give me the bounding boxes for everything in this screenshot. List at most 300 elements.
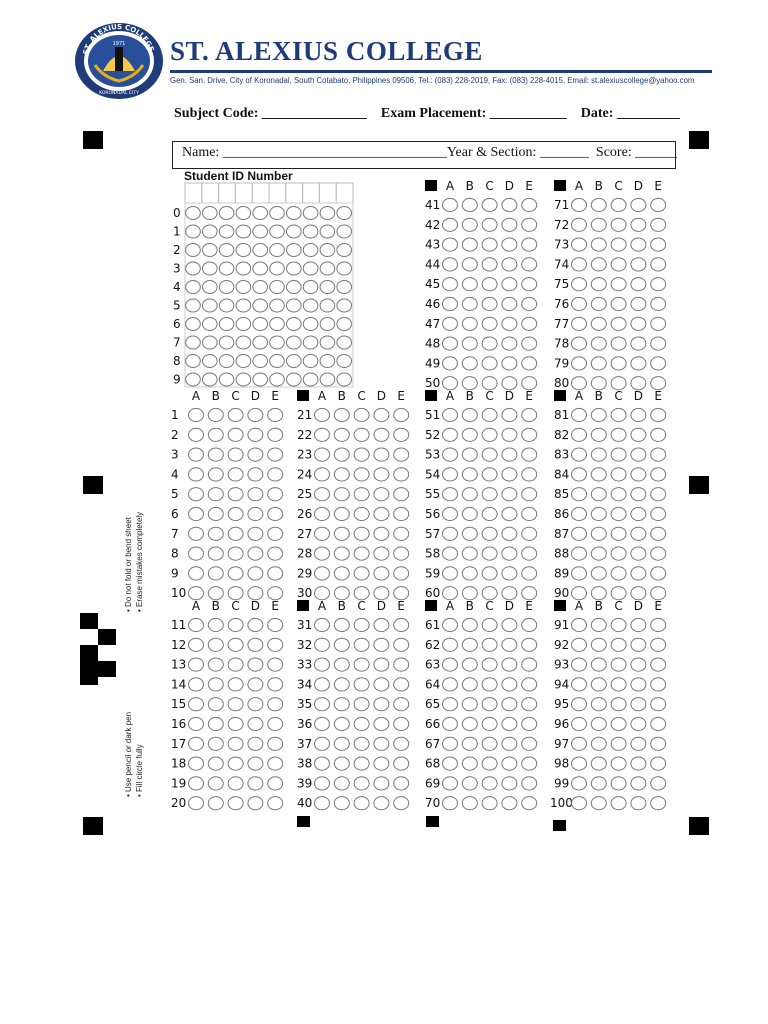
answer-bubble[interactable]	[572, 357, 587, 370]
id-write-box[interactable]	[235, 183, 252, 203]
answer-bubble[interactable]	[268, 527, 283, 540]
answer-bubble[interactable]	[208, 658, 223, 671]
answer-bubble[interactable]	[268, 408, 283, 421]
answer-bubble[interactable]	[482, 337, 497, 350]
answer-bubble[interactable]	[354, 717, 369, 730]
answer-bubble[interactable]	[651, 507, 666, 520]
answer-bubble[interactable]	[394, 488, 409, 501]
answer-bubble[interactable]	[522, 198, 537, 211]
id-bubble[interactable]	[270, 299, 285, 312]
answer-bubble[interactable]	[248, 567, 263, 580]
id-bubble[interactable]	[253, 373, 268, 386]
answer-bubble[interactable]	[651, 297, 666, 310]
answer-bubble[interactable]	[522, 377, 537, 390]
answer-bubble[interactable]	[228, 618, 243, 631]
answer-bubble[interactable]	[334, 428, 349, 441]
answer-bubble[interactable]	[334, 618, 349, 631]
answer-bubble[interactable]	[462, 737, 477, 750]
answer-bubble[interactable]	[591, 638, 606, 651]
answer-bubble[interactable]	[354, 468, 369, 481]
answer-bubble[interactable]	[443, 488, 458, 501]
answer-bubble[interactable]	[522, 698, 537, 711]
answer-bubble[interactable]	[248, 507, 263, 520]
answer-bubble[interactable]	[522, 678, 537, 691]
id-bubble[interactable]	[320, 299, 335, 312]
answer-bubble[interactable]	[651, 428, 666, 441]
answer-bubble[interactable]	[502, 618, 517, 631]
answer-bubble[interactable]	[591, 757, 606, 770]
answer-bubble[interactable]	[374, 547, 389, 560]
answer-bubble[interactable]	[248, 698, 263, 711]
answer-bubble[interactable]	[522, 357, 537, 370]
answer-bubble[interactable]	[443, 797, 458, 810]
answer-bubble[interactable]	[631, 567, 646, 580]
id-bubble[interactable]	[253, 262, 268, 275]
answer-bubble[interactable]	[502, 238, 517, 251]
answer-bubble[interactable]	[591, 258, 606, 271]
answer-bubble[interactable]	[443, 238, 458, 251]
answer-bubble[interactable]	[631, 448, 646, 461]
answer-bubble[interactable]	[462, 198, 477, 211]
answer-bubble[interactable]	[208, 757, 223, 770]
answer-bubble[interactable]	[611, 638, 626, 651]
answer-bubble[interactable]	[228, 638, 243, 651]
answer-bubble[interactable]	[572, 468, 587, 481]
answer-bubble[interactable]	[482, 238, 497, 251]
answer-bubble[interactable]	[443, 297, 458, 310]
year-section-field[interactable]: Year & Section: _______	[446, 145, 589, 160]
answer-bubble[interactable]	[651, 408, 666, 421]
answer-bubble[interactable]	[462, 278, 477, 291]
answer-bubble[interactable]	[522, 757, 537, 770]
id-bubble[interactable]	[287, 281, 302, 294]
answer-bubble[interactable]	[334, 507, 349, 520]
answer-bubble[interactable]	[268, 698, 283, 711]
answer-bubble[interactable]	[315, 567, 330, 580]
answer-bubble[interactable]	[462, 408, 477, 421]
id-bubble[interactable]	[337, 318, 352, 331]
answer-bubble[interactable]	[572, 567, 587, 580]
answer-bubble[interactable]	[462, 337, 477, 350]
answer-bubble[interactable]	[482, 547, 497, 560]
answer-bubble[interactable]	[502, 488, 517, 501]
answer-bubble[interactable]	[374, 797, 389, 810]
answer-bubble[interactable]	[611, 258, 626, 271]
answer-bubble[interactable]	[482, 797, 497, 810]
answer-bubble[interactable]	[572, 527, 587, 540]
answer-bubble[interactable]	[443, 258, 458, 271]
answer-bubble[interactable]	[502, 317, 517, 330]
answer-bubble[interactable]	[394, 468, 409, 481]
answer-bubble[interactable]	[651, 698, 666, 711]
answer-bubble[interactable]	[611, 777, 626, 790]
id-bubble[interactable]	[287, 373, 302, 386]
answer-bubble[interactable]	[208, 488, 223, 501]
answer-bubble[interactable]	[631, 658, 646, 671]
answer-bubble[interactable]	[651, 638, 666, 651]
id-bubble[interactable]	[219, 244, 234, 257]
id-bubble[interactable]	[253, 225, 268, 238]
answer-bubble[interactable]	[189, 737, 204, 750]
answer-bubble[interactable]	[591, 618, 606, 631]
answer-bubble[interactable]	[248, 797, 263, 810]
id-bubble[interactable]	[203, 225, 218, 238]
answer-bubble[interactable]	[631, 737, 646, 750]
answer-bubble[interactable]	[315, 737, 330, 750]
id-write-box[interactable]	[303, 183, 320, 203]
answer-bubble[interactable]	[631, 717, 646, 730]
answer-bubble[interactable]	[394, 567, 409, 580]
answer-bubble[interactable]	[651, 337, 666, 350]
answer-bubble[interactable]	[502, 468, 517, 481]
answer-bubble[interactable]	[572, 547, 587, 560]
answer-bubble[interactable]	[443, 448, 458, 461]
answer-bubble[interactable]	[522, 317, 537, 330]
answer-bubble[interactable]	[611, 737, 626, 750]
answer-bubble[interactable]	[228, 567, 243, 580]
answer-bubble[interactable]	[268, 678, 283, 691]
id-bubble[interactable]	[337, 336, 352, 349]
answer-bubble[interactable]	[631, 698, 646, 711]
answer-bubble[interactable]	[502, 198, 517, 211]
answer-bubble[interactable]	[394, 587, 409, 600]
answer-bubble[interactable]	[268, 757, 283, 770]
answer-bubble[interactable]	[591, 337, 606, 350]
id-bubble[interactable]	[270, 336, 285, 349]
id-bubble[interactable]	[186, 207, 201, 220]
answer-bubble[interactable]	[374, 777, 389, 790]
id-write-box[interactable]	[185, 183, 202, 203]
answer-bubble[interactable]	[631, 238, 646, 251]
id-bubble[interactable]	[219, 299, 234, 312]
answer-bubble[interactable]	[315, 618, 330, 631]
answer-bubble[interactable]	[631, 678, 646, 691]
answer-bubble[interactable]	[502, 377, 517, 390]
answer-bubble[interactable]	[611, 658, 626, 671]
answer-bubble[interactable]	[522, 797, 537, 810]
answer-bubble[interactable]	[502, 357, 517, 370]
answer-bubble[interactable]	[482, 638, 497, 651]
id-bubble[interactable]	[219, 225, 234, 238]
answer-bubble[interactable]	[268, 428, 283, 441]
answer-bubble[interactable]	[268, 777, 283, 790]
id-bubble[interactable]	[320, 355, 335, 368]
answer-bubble[interactable]	[631, 377, 646, 390]
id-bubble[interactable]	[203, 318, 218, 331]
answer-bubble[interactable]	[268, 488, 283, 501]
id-bubble[interactable]	[270, 318, 285, 331]
id-bubble[interactable]	[219, 207, 234, 220]
answer-bubble[interactable]	[354, 737, 369, 750]
answer-bubble[interactable]	[572, 618, 587, 631]
answer-bubble[interactable]	[394, 507, 409, 520]
answer-bubble[interactable]	[228, 488, 243, 501]
answer-bubble[interactable]	[354, 777, 369, 790]
answer-bubble[interactable]	[522, 587, 537, 600]
answer-bubble[interactable]	[374, 507, 389, 520]
answer-bubble[interactable]	[572, 698, 587, 711]
answer-bubble[interactable]	[189, 587, 204, 600]
id-bubble[interactable]	[320, 318, 335, 331]
answer-bubble[interactable]	[522, 547, 537, 560]
answer-bubble[interactable]	[268, 448, 283, 461]
answer-bubble[interactable]	[315, 507, 330, 520]
answer-bubble[interactable]	[268, 658, 283, 671]
answer-bubble[interactable]	[631, 408, 646, 421]
answer-bubble[interactable]	[502, 218, 517, 231]
id-bubble[interactable]	[320, 373, 335, 386]
answer-bubble[interactable]	[462, 218, 477, 231]
answer-bubble[interactable]	[443, 468, 458, 481]
answer-bubble[interactable]	[462, 488, 477, 501]
answer-bubble[interactable]	[208, 428, 223, 441]
answer-bubble[interactable]	[651, 567, 666, 580]
answer-bubble[interactable]	[334, 448, 349, 461]
answer-bubble[interactable]	[268, 797, 283, 810]
answer-bubble[interactable]	[631, 797, 646, 810]
answer-bubble[interactable]	[611, 337, 626, 350]
answer-bubble[interactable]	[482, 317, 497, 330]
answer-bubble[interactable]	[315, 777, 330, 790]
answer-bubble[interactable]	[374, 587, 389, 600]
id-bubble[interactable]	[219, 281, 234, 294]
answer-bubble[interactable]	[228, 678, 243, 691]
id-bubble[interactable]	[219, 373, 234, 386]
id-bubble[interactable]	[203, 207, 218, 220]
answer-bubble[interactable]	[611, 587, 626, 600]
id-bubble[interactable]	[236, 262, 251, 275]
id-bubble[interactable]	[270, 355, 285, 368]
answer-bubble[interactable]	[611, 547, 626, 560]
id-bubble[interactable]	[303, 299, 318, 312]
answer-bubble[interactable]	[572, 658, 587, 671]
answer-bubble[interactable]	[522, 297, 537, 310]
answer-bubble[interactable]	[208, 638, 223, 651]
answer-bubble[interactable]	[651, 278, 666, 291]
answer-bubble[interactable]	[374, 428, 389, 441]
answer-bubble[interactable]	[394, 658, 409, 671]
answer-bubble[interactable]	[611, 678, 626, 691]
id-bubble[interactable]	[270, 373, 285, 386]
id-bubble[interactable]	[303, 225, 318, 238]
answer-bubble[interactable]	[651, 377, 666, 390]
answer-bubble[interactable]	[334, 547, 349, 560]
answer-bubble[interactable]	[443, 337, 458, 350]
answer-bubble[interactable]	[189, 567, 204, 580]
answer-bubble[interactable]	[189, 547, 204, 560]
answer-bubble[interactable]	[228, 507, 243, 520]
id-bubble[interactable]	[303, 373, 318, 386]
answer-bubble[interactable]	[315, 428, 330, 441]
answer-bubble[interactable]	[208, 547, 223, 560]
id-bubble[interactable]	[320, 336, 335, 349]
id-bubble[interactable]	[236, 207, 251, 220]
id-bubble[interactable]	[236, 373, 251, 386]
answer-bubble[interactable]	[443, 377, 458, 390]
answer-bubble[interactable]	[631, 507, 646, 520]
answer-bubble[interactable]	[189, 678, 204, 691]
answer-bubble[interactable]	[572, 377, 587, 390]
answer-bubble[interactable]	[482, 757, 497, 770]
answer-bubble[interactable]	[315, 658, 330, 671]
answer-bubble[interactable]	[462, 797, 477, 810]
answer-bubble[interactable]	[354, 448, 369, 461]
name-field[interactable]: Name: ________________________________	[182, 145, 447, 160]
answer-bubble[interactable]	[572, 757, 587, 770]
answer-bubble[interactable]	[572, 258, 587, 271]
id-bubble[interactable]	[287, 225, 302, 238]
answer-bubble[interactable]	[651, 468, 666, 481]
answer-bubble[interactable]	[443, 737, 458, 750]
answer-bubble[interactable]	[228, 717, 243, 730]
answer-bubble[interactable]	[591, 278, 606, 291]
answer-bubble[interactable]	[315, 527, 330, 540]
answer-bubble[interactable]	[394, 638, 409, 651]
answer-bubble[interactable]	[334, 698, 349, 711]
answer-bubble[interactable]	[591, 377, 606, 390]
id-write-box[interactable]	[286, 183, 303, 203]
answer-bubble[interactable]	[611, 238, 626, 251]
id-bubble[interactable]	[337, 299, 352, 312]
answer-bubble[interactable]	[268, 587, 283, 600]
answer-bubble[interactable]	[374, 717, 389, 730]
answer-bubble[interactable]	[502, 698, 517, 711]
answer-bubble[interactable]	[248, 618, 263, 631]
answer-bubble[interactable]	[572, 678, 587, 691]
answer-bubble[interactable]	[482, 408, 497, 421]
answer-bubble[interactable]	[522, 468, 537, 481]
answer-bubble[interactable]	[208, 797, 223, 810]
answer-bubble[interactable]	[572, 797, 587, 810]
answer-bubble[interactable]	[208, 678, 223, 691]
answer-bubble[interactable]	[591, 198, 606, 211]
answer-bubble[interactable]	[334, 488, 349, 501]
answer-bubble[interactable]	[462, 507, 477, 520]
answer-bubble[interactable]	[591, 698, 606, 711]
id-bubble[interactable]	[203, 373, 218, 386]
answer-bubble[interactable]	[591, 587, 606, 600]
id-bubble[interactable]	[303, 281, 318, 294]
answer-bubble[interactable]	[248, 777, 263, 790]
answer-bubble[interactable]	[462, 638, 477, 651]
answer-bubble[interactable]	[315, 638, 330, 651]
answer-bubble[interactable]	[651, 797, 666, 810]
answer-bubble[interactable]	[651, 488, 666, 501]
id-bubble[interactable]	[186, 225, 201, 238]
answer-bubble[interactable]	[248, 757, 263, 770]
answer-bubble[interactable]	[572, 448, 587, 461]
answer-bubble[interactable]	[208, 507, 223, 520]
answer-bubble[interactable]	[502, 777, 517, 790]
answer-bubble[interactable]	[611, 507, 626, 520]
answer-bubble[interactable]	[462, 698, 477, 711]
answer-bubble[interactable]	[651, 198, 666, 211]
answer-bubble[interactable]	[354, 507, 369, 520]
answer-bubble[interactable]	[189, 428, 204, 441]
answer-bubble[interactable]	[248, 737, 263, 750]
answer-bubble[interactable]	[502, 428, 517, 441]
answer-bubble[interactable]	[522, 278, 537, 291]
answer-bubble[interactable]	[354, 408, 369, 421]
id-bubble[interactable]	[337, 373, 352, 386]
answer-bubble[interactable]	[268, 638, 283, 651]
answer-bubble[interactable]	[591, 797, 606, 810]
id-bubble[interactable]	[236, 281, 251, 294]
answer-bubble[interactable]	[334, 587, 349, 600]
answer-bubble[interactable]	[443, 567, 458, 580]
answer-bubble[interactable]	[374, 448, 389, 461]
answer-bubble[interactable]	[374, 408, 389, 421]
answer-bubble[interactable]	[591, 357, 606, 370]
answer-bubble[interactable]	[502, 567, 517, 580]
answer-bubble[interactable]	[462, 527, 477, 540]
answer-bubble[interactable]	[631, 527, 646, 540]
answer-bubble[interactable]	[651, 238, 666, 251]
answer-bubble[interactable]	[268, 567, 283, 580]
id-bubble[interactable]	[203, 336, 218, 349]
answer-bubble[interactable]	[374, 658, 389, 671]
answer-bubble[interactable]	[651, 678, 666, 691]
answer-bubble[interactable]	[572, 408, 587, 421]
answer-bubble[interactable]	[443, 527, 458, 540]
id-bubble[interactable]	[287, 207, 302, 220]
answer-bubble[interactable]	[334, 737, 349, 750]
id-bubble[interactable]	[270, 207, 285, 220]
answer-bubble[interactable]	[482, 587, 497, 600]
id-write-box[interactable]	[252, 183, 269, 203]
answer-bubble[interactable]	[443, 717, 458, 730]
answer-bubble[interactable]	[462, 297, 477, 310]
answer-bubble[interactable]	[611, 278, 626, 291]
answer-bubble[interactable]	[591, 317, 606, 330]
answer-bubble[interactable]	[502, 737, 517, 750]
subject-code-field[interactable]: Subject Code: _______________	[174, 106, 367, 121]
id-bubble[interactable]	[236, 355, 251, 368]
answer-bubble[interactable]	[462, 757, 477, 770]
answer-bubble[interactable]	[208, 777, 223, 790]
id-bubble[interactable]	[203, 355, 218, 368]
answer-bubble[interactable]	[482, 297, 497, 310]
answer-bubble[interactable]	[394, 698, 409, 711]
answer-bubble[interactable]	[651, 527, 666, 540]
answer-bubble[interactable]	[354, 527, 369, 540]
answer-bubble[interactable]	[482, 258, 497, 271]
answer-bubble[interactable]	[189, 717, 204, 730]
answer-bubble[interactable]	[502, 507, 517, 520]
answer-bubble[interactable]	[315, 678, 330, 691]
answer-bubble[interactable]	[443, 218, 458, 231]
answer-bubble[interactable]	[482, 567, 497, 580]
answer-bubble[interactable]	[248, 678, 263, 691]
answer-bubble[interactable]	[522, 238, 537, 251]
answer-bubble[interactable]	[611, 698, 626, 711]
answer-bubble[interactable]	[572, 297, 587, 310]
answer-bubble[interactable]	[374, 698, 389, 711]
answer-bubble[interactable]	[462, 567, 477, 580]
id-bubble[interactable]	[320, 262, 335, 275]
answer-bubble[interactable]	[208, 618, 223, 631]
answer-bubble[interactable]	[354, 618, 369, 631]
id-bubble[interactable]	[253, 281, 268, 294]
answer-bubble[interactable]	[443, 658, 458, 671]
answer-bubble[interactable]	[315, 797, 330, 810]
answer-bubble[interactable]	[591, 737, 606, 750]
answer-bubble[interactable]	[591, 507, 606, 520]
answer-bubble[interactable]	[611, 448, 626, 461]
answer-bubble[interactable]	[394, 618, 409, 631]
answer-bubble[interactable]	[631, 428, 646, 441]
answer-bubble[interactable]	[443, 507, 458, 520]
